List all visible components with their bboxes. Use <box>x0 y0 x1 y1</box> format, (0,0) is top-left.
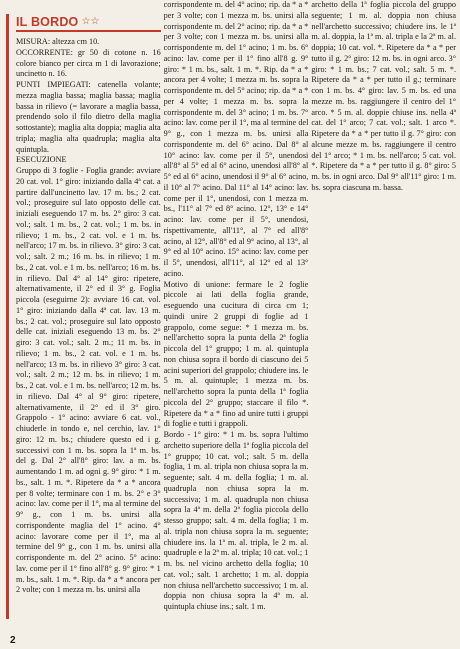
magazine-page <box>6 0 456 649</box>
section-title: IL BORDO <box>16 15 79 30</box>
section-header <box>16 0 161 32</box>
measure-paragraph: MISURA: altezza cm 10. <box>16 37 100 46</box>
difficulty-stars: ☆☆ <box>81 16 100 28</box>
border-paragraph: Bordo - 1° giro: * 1 m. bs. sopra l'ultimo archetto superiore della 1ª foglia piccola del 1° gruppo; 10 cat. vol.; salt. 5 m. della foglia, 1 m. al. tripla non chiusa sopra la m. seguente; salt. 4 m. della foglia; 1 m. al. quadrupla non chiusa sopra la m. successiva; 1 m. al. quadrupla non chiusa sopra la 4ª m. della 2ª foglia piccola dello stesso gruppo; salt. 4 m. della foglia; 1 m. al. tripla non chiusa sopra la m. seguente; chiudere ins. la 1ª m. al. tripla, le 2 m. al. quadruple e la 2ª m. al. tripla; 10 cat. vol.; 1 m. bs. nel vicino archetto della foglia; 10 cat. vol.; salt. 1 archetto; 1 m. al. doppia non chiusa nell'archetto successivo; 1 m. al. doppia non chiusa sopra la 4ª m. al. quintupla chiuse ins.; salt. 1 m. <box>163 430 309 611</box>
stitches-paragraph: PUNTI IMPIEGATI: catenella volante; mezza maglia bassa; maglia bassa; maglia bassa in rilievo (= lavorare a maglia bassa, prendendo solo il filo dietro della maglia sottostante); maglia alta doppia; maglia alta tripla; maglia alta quadrupla; maglia alta quintupla. <box>16 80 161 154</box>
column-1 <box>16 0 161 613</box>
column-2 <box>164 0 309 613</box>
joining-paragraph: Motivo di unione: fermare le 2 foglie piccole ai lati della foglia grande, eseguendo una cucitura di circa cm 1; quindi unire 2 gruppi di foglie ad 1 grappolo, come segue: * 1 mezza m. bs. nell'archetto sopra la punta della 2ª foglia piccola del 1° gruppo; 1 m. al. quintupla non chiusa sopra il bordo di ciascuno dei 5 acini superiori del grappolo; chiudere ins. le 5 m. al. quintuple; 1 mezza m. bs. nell'archetto sopra la punta della 1ª foglia piccola del 2° gruppo; staccare il filo *. Ripetere da * a * fino ad unire tutti i gruppi di foglie e tutti i grappoli. <box>163 279 309 429</box>
materials-paragraph: OCCORRENTE: gr 50 di cotone n. 16 colore bianco per circa m 1 di lavorazione; uncinetto n. 16. <box>16 47 161 79</box>
border-continued-paragraph: archetto della 1ª foglia piccola del gruppo seguente; 1 m. al. doppia non chiusa nell'archetto successivo; chiudere ins. le 1ª m. al. doppia, la 1ª m. al. tripla e la 2ª m. al. doppia; 10 cat. vol. *. Ripetere da * a * per tutto il g. 2° giro: 12 m. bs. in ogni arco. 3° giro: * 1 m. bs.; 7 cat. vol.; salt. 5 m. *. Ripetere da * a * per tutto il g.; terminare con 1 m. bs. 4° giro: lav. 5 m. bs. ed una mezze m. bs. raggiungere il centro del 1° arco. * 5 m. al. doppie chiuse ins. nella 4ª cat. del 1° arco; 7 cat. vol.; salt. 1 arco *. Ripetere da * a * per tutto il g. 7° giro: con alcune mezze m. bs. raggiungere il centro del 1° arco; * 1 m. bs. nell'arco; 5 cat. vol. *. Ripetere da * a * per tutto il g. 8° giro: 5 m. bs. in ogni arco. Dal 9° all'11° giro: 1 m. bs. sopra ciascuna m. bassa. <box>311 0 457 192</box>
page-number: 2 <box>10 635 16 646</box>
column-3 <box>311 0 456 613</box>
instructions-paragraph: Gruppo di 3 foglie - Foglia grande: avviare 20 cat. vol. 1° giro: iniziando dalla 4ª cat. a partire dall'uncinetto lav. 17 m. bs.; 2 cat. vol.; proseguire sul lato opposto delle cat. iniziali eseguendo 17 m. bs. 2° giro: 3 cat. vol.; salt. 1 m. bs., 2 cat. vol.; 1 m. bs. in rilievo; 1 m. bs., 2 cat. vol. e 1 m. bs. nell'arco; 17 m. bs. in rilievo. 3° giro: 3 cat. vol.; salt. 2 m.; 16 m. bs. in rilievo; 1 m. bs., 2 cat. vol. e 1 m. bs. nell'arco; 16 m. bs. in rilievo. Dal 4° al 14° giro: ripetere, alternativamente, il 2° ed il 3° g. Foglia piccola (eseguirne 2): avviare 16 cat. vol. 1° giro: iniziando dalla 4ª cat. lav. 13 m. bs.; 2 cat. vol.; proseguire sul lato opposto delle cat. iniziali eseguendo 13 m. bs. 2° giro: 3 cat. vol.; salt. 2 m.; 11 m. bs. in rilievo; 1 m. bs., 2 cat. vol. e 1 m. bs. nell'arco; 13 m. bs. in rilievo 3° giro: 3 cat. vol.; salt. 2 m.; 12 m. bs. in rilievo; 1 m. bs., 2 cat. vol. e 1 m. bs. nell'arco; 12 m. bs. in rilievo. Dal 4° al 9° giro: ripetere, alternativamente, il 2° ed il 3° giro. Grappolo - 1° acino: avviare 6 cat. vol., chiuderle in tondo e, nel cerchio, lav. 1° giro: 12 m. bs.; chiudere questo ed i g. successivi con 1 m. bs. sopra la 1ª m. bs. del g. Dal 2° all'8° giro: lav. a m. bs. aumentando 1 m. ad ogni g. 9° giro: * 1 m. bs., salt. 1 m. *. Ripetere da * a * ancora per 8 volte; terminare con 1 m. bs. 2° e 3° acino: lav. come per il 1°, ma al termine del 9° g., con 1 m. bs. unirsi alla corrispondente maglia del 1° acino. 4° acino: lavorare come per il 1°, ma al termine del 9° g., con 1 m. bs. unirsi alla corrispondente m. del 2° acino. 5° acino: lav. come per il 1° fino all'8° g. 9° giro: * 1 m. bs., salt. 1 m. *. Rip. da * a * ancora per 2 volte; con 1 mezza m. bs. unirsi alla <box>16 166 161 595</box>
instructions-paragraph: corrispondente m. del 4° acino; rip. da * a * per 3 volte; con 1 mezza m. bs. unirsi alla corrispondente m. del 2° acino; rip. da * a * per 3 volte; con 1 mezza m. bs. unirsi alla corrispondente m. del 1° acino; 1 m. bs. 6° acino: lav. come per il 1° fino all'8 g. 9° giro: * 1 m. bs., salt. 1 m. *. Rip. da * a * ancora per 4 volte; 1 mezza m. bs. sopra la corrispondente m. del 5° acino; rip. da * a * per 4 volte; 1 mezza m. bs. sopra la corrispondente m. del 3° acino; 1 m. bs. 7° acino: lav. come per il 1°, ma al termine del 9° g., con 1 mezza m. bs. unirsi alla corrispondente m. del 6° acino. Dal 8° al 10° acino: lav. come per il 5°, unendosi all'8° al 5° ed al 6° acino, unendosi all'8° al 5° ed al 6° acino, unendosi il 9° al 6° acino, il 10° al 7° acino. Dal 11° al 14° acino: lav. come per il 1°, unendosi, con 1 mezza m. bs., l'11° al 7° ed 8° acino. 12°, 13° e 14° acino: lav. come per il 5°, unendosi, rispettivamente, all'11°, al 7° ed all'8° acino, al 12°, all'8° ed al 9° acino, al 13°, al 9° ed al 10° acino. 15° acino: lav. come per il 5°, unendosi, all'11°, al 12° ed al 13° acino. <box>163 0 309 278</box>
left-margin-rule <box>6 14 9 619</box>
execution-heading: ESECUZIONE <box>16 155 67 165</box>
text-columns <box>16 0 456 613</box>
